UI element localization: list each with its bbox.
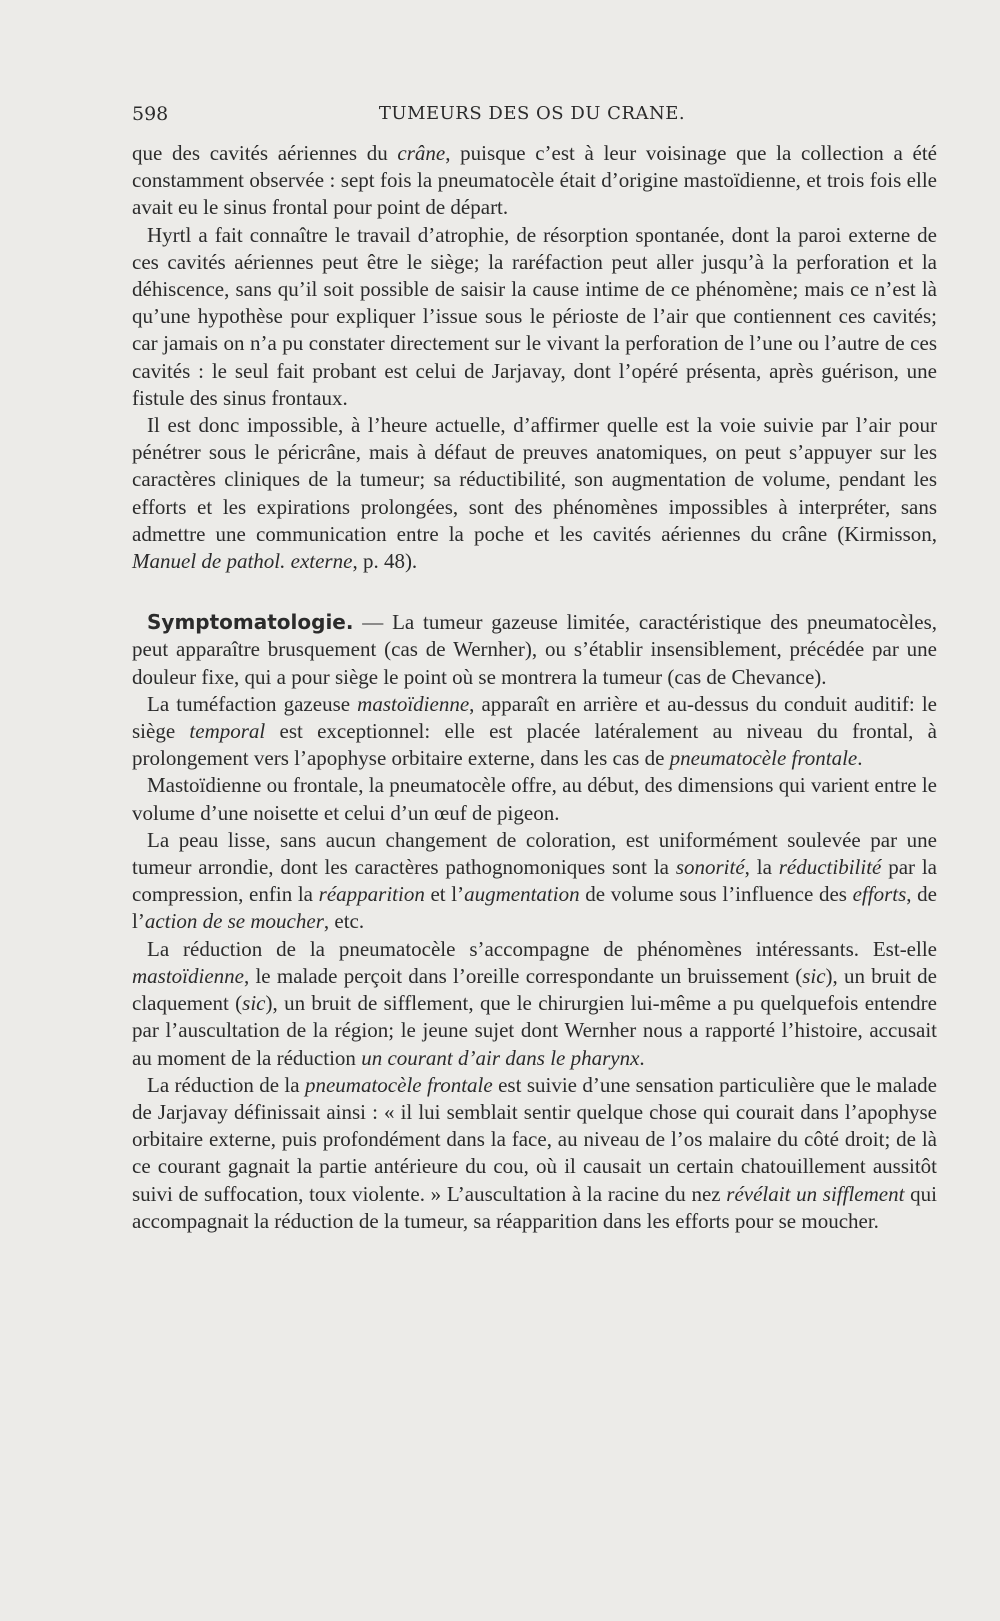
paragraph-hyrtl: Hyrtl a fait connaître le travail d’atrophie, de résorption spontanée, dont la paroi externe de ces cavités aériennes peut être le siège; la raréfaction peut aller jusqu’à la perforation et la déhiscence, sans qu’il soit possible de saisir la cause intime de ce phénomène; mais ce n’est là qu’une hypothèse pour expliquer l’issue sous le périoste de l’air que contiennent ces cavités; car jamais on n’a pu constater directement sur le vivant la perforation de l’une ou l’autre de ces cavités : le seul fait probant est celui de Jarjavay, dont l’opéré présenta, après guérison, une fistule des sinus frontaux.: [132, 222, 937, 410]
paragraph-dimensions: Mastoïdienne ou frontale, la pneumatocèle offre, au début, des dimensions qui varient entre le volume d’une noisette et celui d’un œuf de pigeon.: [132, 773, 937, 825]
paragraph-reduction-frontale: La réduction de la pneumatocèle frontale est suivie d’une sensation particulière que le malade de Jarjavay définissait ainsi : « il lui semblait sentir quelque chose qui courait dans l’apophyse orbitaire externe, puis profondément dans la face, au niveau de l’os malaire du côté droit; de là ce courant gagnait la partie antérieure du cou, où il causait un certain chatouillement aussitôt suivi de suffocation, toux violente. » L’auscultation à la racine du nez révélait un sifflement qui accompagnait la réduction de la tumeur, sa réapparition dans les efforts pour se moucher.: [132, 1072, 937, 1233]
paragraph-voie-air: Il est donc impossible, à l’heure actuelle, d’affirmer quelle est la voie suivie par l’air pour pénétrer sous le péricrâne, mais à défaut de preuves anatomiques, on peut s’appuyer sur les caractères cliniques de la tumeur; sa réductibilité, son augmentation de volume, pendant les efforts et les expirations prolongées, sont des phénomènes impossibles à interpréter, sans admettre une communication entre la poche et les cavités aériennes du crâne (Kirmisson, Manuel de pathol. externe, p. 48).: [132, 413, 937, 574]
page-number: 598: [132, 103, 169, 125]
section-heading: Symptomatologie.: [147, 610, 354, 635]
paragraph-peau: La peau lisse, sans aucun changement de coloration, est uniformément soulevée par une tumeur arrondie, dont les caractères pathognomoniques sont la sonorité, la réductibilité par la compression, enfin la réapparition et l’augmentation de volume sous l’influence des efforts, de l’action de se moucher, etc.: [132, 827, 938, 934]
running-title: TUMEURS DES OS DU CRANE.: [378, 103, 686, 124]
paragraph-tumefaction: La tuméfaction gazeuse mastoïdienne, apparaît en arrière et au-dessus du conduit auditif: le siège temporal est exceptionnel: elle est placée latéralement au niveau du frontal, à prolongement vers l’apophyse orbitaire externe, dans les cas de pneumatocèle frontale.: [132, 691, 937, 771]
page-header: [132, 103, 932, 133]
paragraph-continuation: que des cavités aériennes du crâne, puisque c’est à leur voisinage que la collection a été constamment observée : sept fois la pneumatocèle était d’origine mastoïdienne, et trois fois elle avait eu le sinus frontal pour point de départ.: [132, 141, 937, 220]
paragraph-reduction: La réduction de la pneumatocèle s’accompagne de phénomènes intéressants. Est-elle mastoïdienne, le malade perçoit dans l’oreille correspondante un bruissement (sic), un bruit de claquement (sic), un bruit de sifflement, que le chirurgien lui-même a pu quelquefois entendre par l’auscultation de la région; le jeune sujet dont Wernher nous a rapporté l’histoire, accusait au moment de la réduction un courant d’air dans le pharynx.: [132, 936, 937, 1070]
section-gap: [132, 575, 937, 609]
page-body: [132, 140, 937, 1235]
section-symptomatologie: Symptomatologie. — La tumeur gazeuse limitée, caractéristique des pneumatocèles, peut apparaître brusquement (cas de Wernher), ou s’établir insensiblement, précédée par une douleur fixe, qui a pour siège le point où se montrera la tumeur (cas de Chevance).: [132, 610, 937, 689]
